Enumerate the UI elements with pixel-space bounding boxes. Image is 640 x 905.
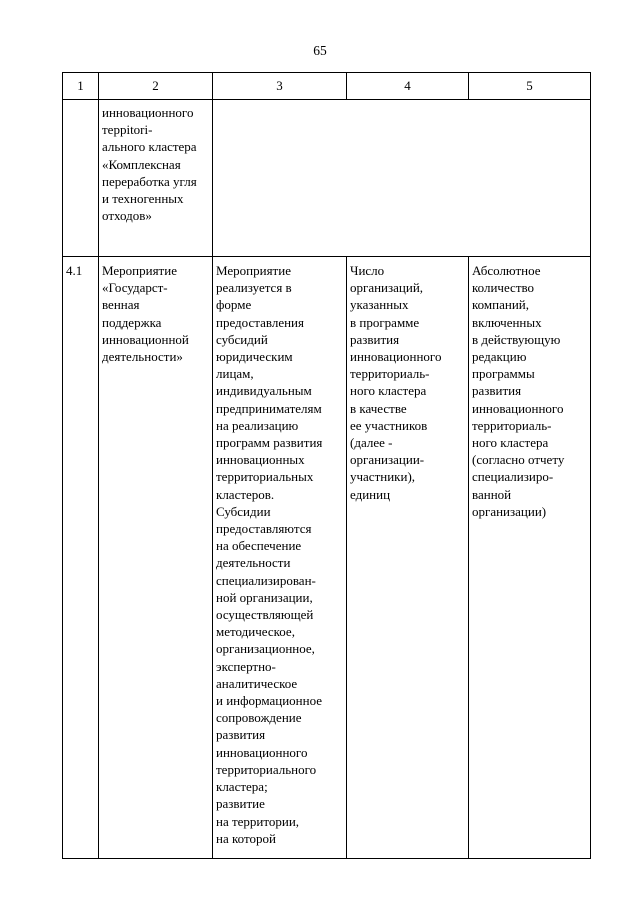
row-number-cell: 4.1	[63, 257, 99, 859]
column-header-3: 3	[213, 73, 347, 100]
page-number: 65	[313, 43, 327, 58]
column-header-2: 2	[99, 73, 213, 100]
merged-empty-cell	[213, 100, 591, 257]
measures-table	[62, 72, 591, 859]
column-header-4: 4	[347, 73, 469, 100]
table-header-row	[63, 73, 591, 100]
measure-description-cell: Мероприятие реализуется в форме предоставления субсидий юридическим лицам, индивидуальным предпринимателям на реализацию программ развития инновационных территориальных кластеров. Субсидии предоставляются на обеспечение деятельности специализирован- ной организации, осуществляющей методическое, организационное, экспертно- аналитическое и информационное сопровождение развития инновационного территориального кластера; развитие на территории, на которой	[213, 257, 347, 859]
calculation-method-cell: Абсолютное количество компаний, включенных в действующую редакцию программы развития инновационного территориаль- ного кластера (согласно отчету специализиро- ванной организации)	[469, 257, 591, 859]
column-header-5: 5	[469, 73, 591, 100]
measure-name-cell: инновационного террitori- ального кластера «Комплексная переработка угля и техногенных отходов»	[99, 100, 213, 257]
indicator-cell: Число организаций, указанных в программе развития инновационного территориаль- ного кластера в качестве ее участников (далее - организации- участники), единиц	[347, 257, 469, 859]
row-number-cell	[63, 100, 99, 257]
measure-name-cell: Мероприятие «Государст- венная поддержка инновационной деятельности»	[99, 257, 213, 859]
table-row	[63, 100, 591, 257]
column-header-1: 1	[63, 73, 99, 100]
table-row	[63, 257, 591, 859]
